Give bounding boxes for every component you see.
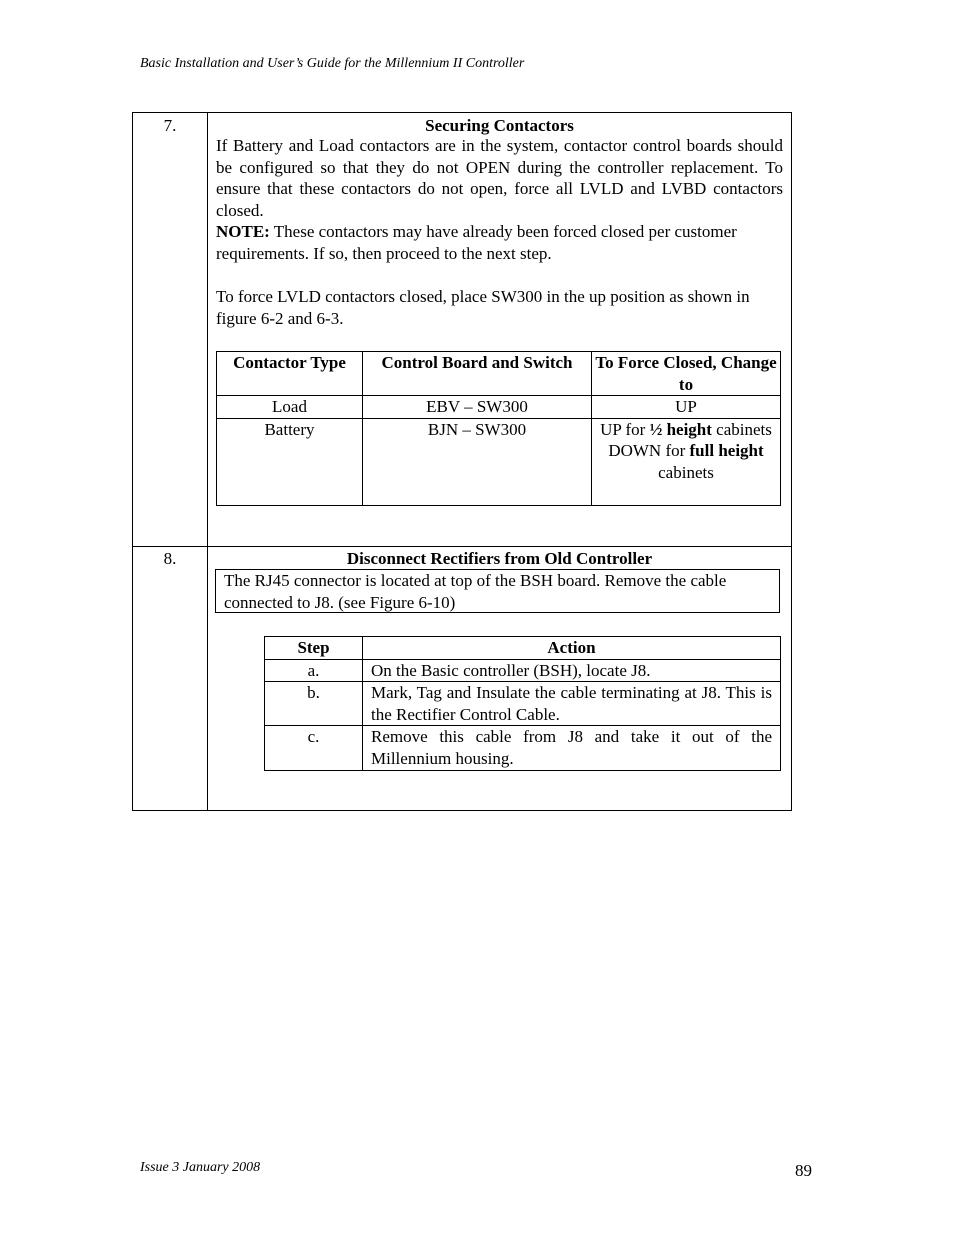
contactor-type-cell: Load xyxy=(217,396,363,419)
step-cell: b. xyxy=(265,682,363,726)
note-label: NOTE: xyxy=(216,222,270,241)
table-row xyxy=(217,396,781,419)
contactor-table-header xyxy=(217,352,781,396)
table-row xyxy=(217,418,781,505)
step-cell: c. xyxy=(265,726,363,770)
force-closed-cell xyxy=(592,418,781,505)
header-action: Action xyxy=(363,637,781,660)
contactor-type-cell: Battery xyxy=(217,418,363,505)
header-contactor-type: Contactor Type xyxy=(217,352,363,396)
force-closed-cell: UP xyxy=(592,396,781,419)
procedure-table xyxy=(132,112,792,811)
contactor-table xyxy=(216,351,781,506)
step-table-header xyxy=(265,637,781,660)
step-7-instruction: To force LVLD contactors closed, place SW300 in the up position as shown in figure 6-2 and 6-3. xyxy=(216,287,750,328)
header-force-closed: To Force Closed, Change to xyxy=(592,352,781,396)
step-8-title: Disconnect Rectifiers from Old Controller xyxy=(346,549,653,568)
step-8-number: 8. xyxy=(163,549,177,568)
table-row xyxy=(265,659,781,682)
force-down-line: DOWN for full height cabinets xyxy=(608,441,764,482)
action-cell: Remove this cable from J8 and take it out of the Millennium housing. xyxy=(363,726,781,770)
step-7-number: 7. xyxy=(163,116,177,135)
note-text: These contactors may have already been forced closed per customer requirements. If so, then proceed to the next step. xyxy=(216,222,737,263)
table-row xyxy=(265,726,781,770)
step-cell: a. xyxy=(265,659,363,682)
step-7-title: Securing Contactors xyxy=(425,116,574,135)
column-divider xyxy=(207,113,208,810)
header-control-board: Control Board and Switch xyxy=(363,352,592,396)
action-cell: Mark, Tag and Insulate the cable terminating at J8. This is the Rectifier Control Cable. xyxy=(363,682,781,726)
step-7-note xyxy=(216,221,783,264)
table-row xyxy=(265,682,781,726)
running-header: Basic Installation and User’s Guide for the Millennium II Controller xyxy=(140,56,525,71)
footer-issue: Issue 3 January 2008 xyxy=(140,1160,261,1175)
row-divider xyxy=(133,546,791,547)
control-board-cell: BJN – SW300 xyxy=(363,418,592,505)
page-number: 89 xyxy=(795,1161,812,1180)
step-7-intro: If Battery and Load contactors are in the system, contactor control boards should be configured so that they do not OPEN during the controller replacement. To ensure that these contactors do not open, force all LVLD and LVBD contactors closed. xyxy=(216,136,783,220)
header-step: Step xyxy=(265,637,363,660)
force-up-line: UP for ½ height cabinets xyxy=(600,419,772,439)
step-8-note-box: The RJ45 connector is located at top of the BSH board. Remove the cable connected to J8. (see Figure 6-10) xyxy=(215,569,780,613)
action-cell: On the Basic controller (BSH), locate J8. xyxy=(363,659,781,682)
control-board-cell: EBV – SW300 xyxy=(363,396,592,419)
step-action-table xyxy=(264,636,781,771)
